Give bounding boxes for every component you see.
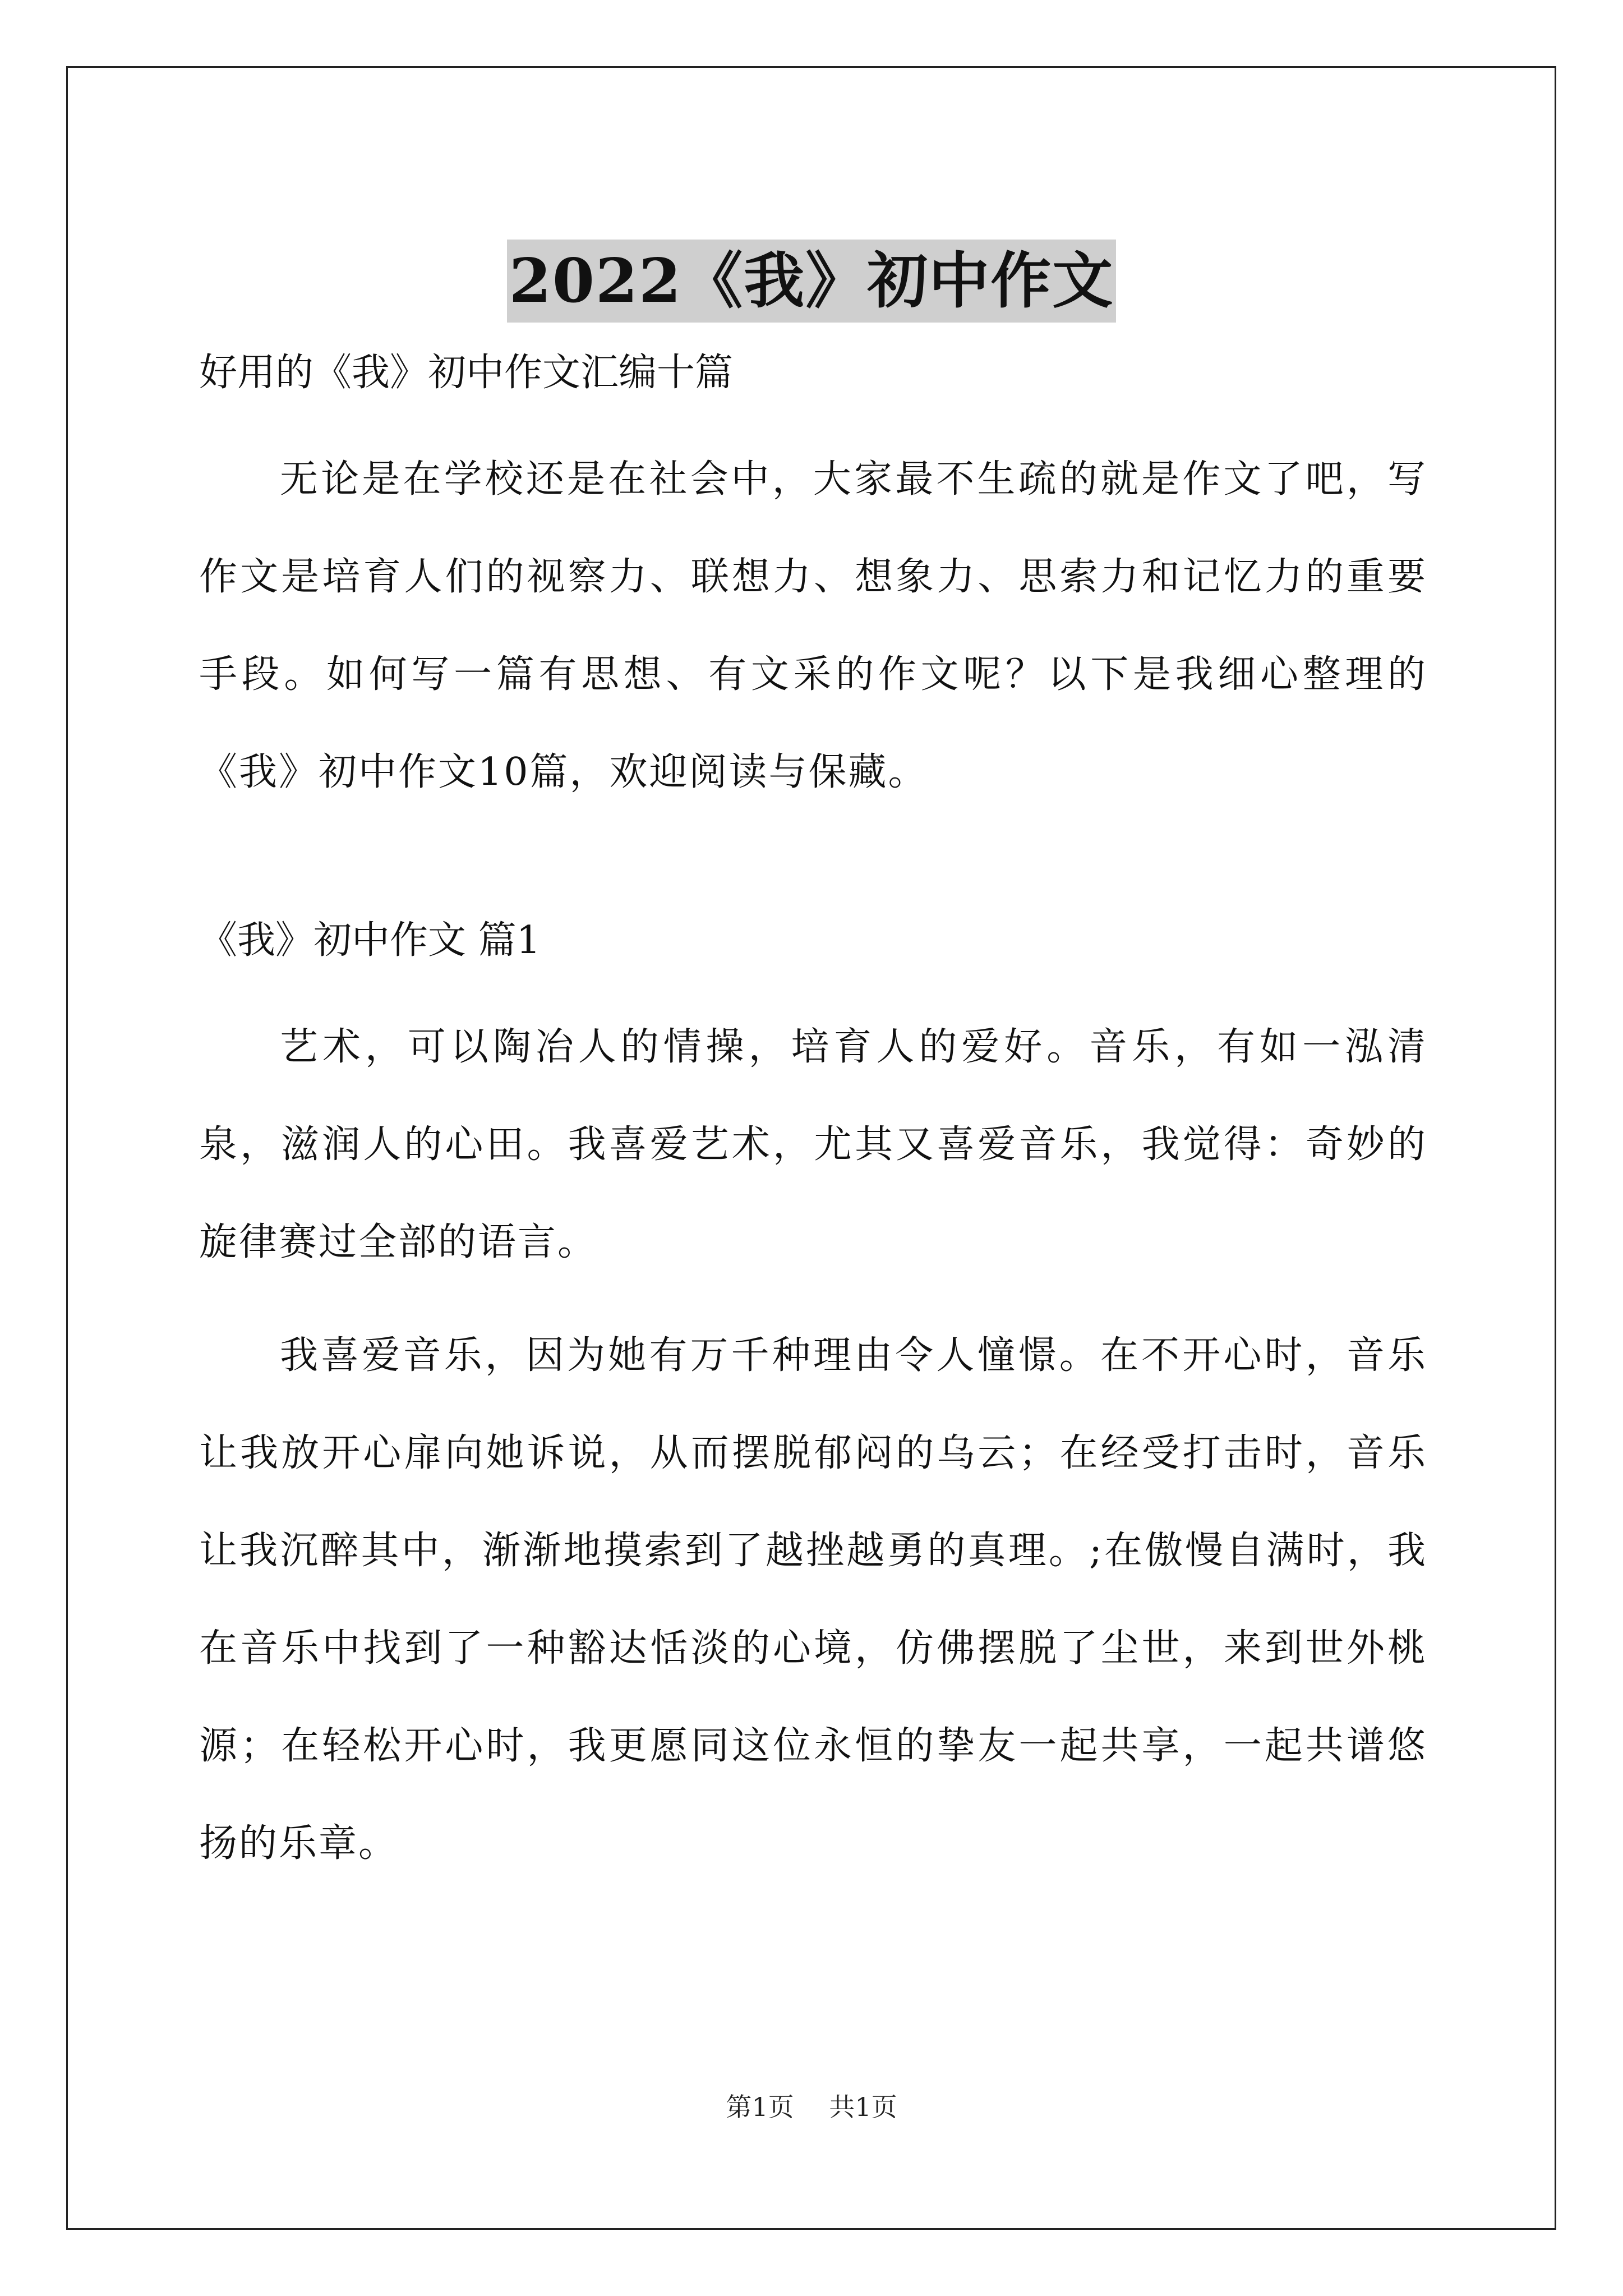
section-paragraph: 我喜爱音乐，因为她有万千种理由令人憧憬。在不开心时，音乐让我放开心扉向她诉说，从而摆脱郁闷的乌云；在经受打击时，音乐让我沉醉其中，渐渐地摸索到了越挫越勇的真理。;在傲慢自满时，我在音乐中找到了一种豁达恬淡的心境，仿佛摆脱了尘世，来到世外桃源；在轻松开心时，我更愿同这位永恒的挚友一起共享，一起共谱悠扬的乐章。 — [199, 1333, 1427, 1866]
document-body — [199, 331, 1427, 1893]
intro-paragraph: 无论是在学校还是在社会中，大家最不生疏的就是作文了吧，写作文是培育人们的视察力、联想力、想象力、思索力和记忆力的重要手段。如何写一篇有思想、有文采的作文呢？以下是我细心整理的《我》初中作文10篇，欢迎阅读与保藏。 — [199, 457, 1427, 794]
document-subtitle: 好用的《我》初中作文汇编十篇 — [199, 351, 734, 395]
section-heading: 《我》初中作文 篇1 — [199, 918, 541, 963]
document-title: 2022《我》初中作文 — [507, 240, 1117, 323]
page-footer — [0, 2090, 1623, 2124]
page-number: 第1页 — [726, 2092, 794, 2122]
page-total: 共1页 — [829, 2092, 897, 2122]
section-paragraph: 艺术，可以陶冶人的情操，培育人的爱好。音乐，有如一泓清泉，滋润人的心田。我喜爱艺术，尤其又喜爱音乐，我觉得：奇妙的旋律赛过全部的语言。 — [199, 1025, 1427, 1264]
